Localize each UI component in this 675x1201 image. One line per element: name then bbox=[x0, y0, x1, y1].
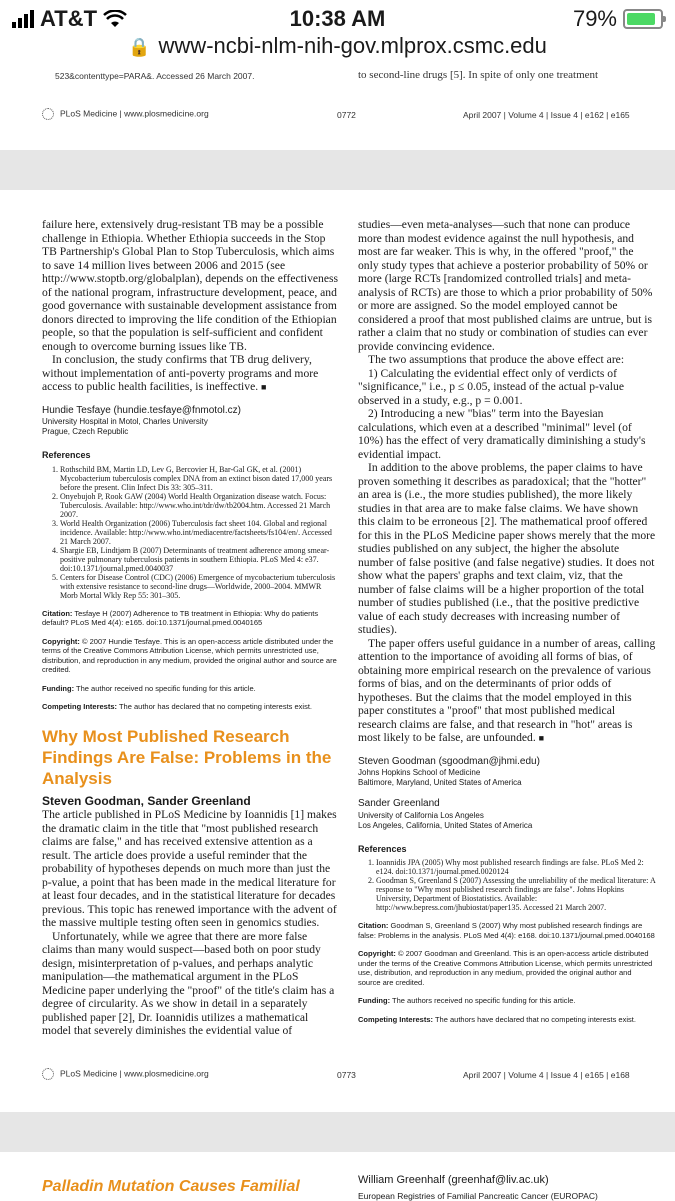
right-paragraph: 2) Introducing a new "bias" term into the Bayesian calculations, which even at a described "minimal" level (of 10%) has the effect of very dramatically diminishing a study's evidential impact. bbox=[358, 407, 646, 461]
prev-footer-issue: April 2007 | Volume 4 | Issue 4 | e162 | e165 bbox=[463, 110, 630, 120]
left-paragraph: failure here, extensively drug-resistant TB may be a possible challenge in Ethiopia. Whether Ethiopia succeeds in the Stop TB Partnership's Global Plan to Stop Tuberculosis, which aims to save 14 million lives between 2006 and 2015 (see http://www.stoptb.org/globalplan), depends on the effectiveness of the national program, infrastructure development, peace, and good governance with sustainable development assistance from donors directed to improving the life condition of the Ethiopian people, so that the population is self-sufficient and confident enough to overcome burning issues like TB. bbox=[42, 218, 339, 353]
right-paragraph: 1) Calculating the evidential effect only of verdicts of "significance," i.e., p ≤ 0.05, instead of the actual p-value observed in a study, e.g., p = 0.001. bbox=[358, 366, 624, 407]
footer-page: 0773 bbox=[337, 1070, 356, 1080]
competing-interests: Competing Interests: The author has declared that no competing interests exist. bbox=[42, 702, 312, 711]
affiliation: University of California Los Angeles bbox=[358, 810, 484, 820]
page-gap bbox=[0, 150, 675, 190]
url-text: www-ncbi-nlm-nih-gov.mlprox.csmc.edu bbox=[158, 33, 547, 58]
reference-item: 2. Goodman S, Greenland S (2007) Assessing the unreliability of the medical literature: A response to "Why most published research findings are false". Johns Hopkins University, Department of Biostatistics. Available: http://www.bepress.com/jhubiostat/paper135. Accessed 21 March 2007. bbox=[376, 876, 656, 912]
left-paragraph: Unfortunately, while we agree that there are more false claims than many would suspect—based both on poor study design, misinterpretation of p-values, and perhaps analytic manipulation—the mathematical argument in the PLoS Medicine paper underlying the "proof" of the title's claim has a degree of circularity. As we show in detail in a separately published paper [2], Dr. Ioannidis utilizes a mathematical model that severely diminishes the evidential value of bbox=[42, 929, 335, 1037]
battery-icon bbox=[623, 9, 663, 29]
reference-item: 4. Shargie EB, Lindtjørn B (2007) Determinants of treatment adherence among smear-positive pulmonary tuberculosis patients in southern Ethiopia. PLoS Med 4: e37. doi:10.1371/journal.pmed.0040037 bbox=[60, 546, 340, 573]
copyright: Copyright: © 2007 Goodman and Greenland. This is an open-access article distributed under the terms of the Creative Commons Attribution License, which permits unrestricted use, distribution, and reproduction in any medium, provided the original author and source are credited. bbox=[358, 949, 653, 987]
prev-footer-journal: PLoS Medicine | www.plosmedicine.org bbox=[42, 108, 209, 120]
affiliation: Prague, Czech Republic bbox=[42, 427, 129, 436]
references-list bbox=[42, 465, 340, 600]
article-title: Why Most Published Research Findings Are False: Problems in the Analysis bbox=[42, 726, 332, 788]
affiliation: Baltimore, Maryland, United States of America bbox=[358, 778, 522, 787]
citation: Citation: Tesfaye H (2007) Adherence to TB treatment in Ethiopia: Why do patients default? PLoS Med 4(4): e165. doi:10.1371/journal.pmed.0040165 bbox=[42, 608, 319, 627]
affiliation: Johns Hopkins School of Medicine bbox=[358, 768, 481, 777]
reference-item: 3. World Health Organization (2006) Tuberculosis fact sheet 104. Global and regional incidence. Available: http://www.who.int/mediacentre/factsheets/fs104/en/. Accessed 21 March 2007. bbox=[60, 519, 340, 546]
author-name: Hundie Tesfaye (hundie.tesfaye@fnmotol.cz) bbox=[42, 404, 241, 416]
reference-item: 2. Onyebujoh P, Rook GAW (2004) World Health Organization disease watch. Focus: Tuberculosis. Available: http://www.who.int/tdr/dw/tb2004.htm. Accessed 21 March 2007. bbox=[60, 492, 340, 519]
reference-item: 1. Rothschild BM, Martin LD, Lev G, Bercovier H, Bar-Gal GK, et al. (2001) Mycobacterium tuberculosis complex DNA from an extinct bison dated 17,000 years before the present. Clin Infect Dis 33: 305–311. bbox=[60, 465, 340, 492]
plos-logo-icon bbox=[42, 1068, 54, 1080]
author-name: Sander Greenland bbox=[358, 798, 440, 809]
references-title: References bbox=[42, 450, 91, 460]
carrier-name: AT&T bbox=[40, 6, 98, 31]
prev-footer-page: 0772 bbox=[337, 110, 356, 120]
references-list bbox=[358, 858, 656, 912]
citation: Citation: Goodman S, Greenland S (2007) Why most published research findings are false: Problems in the analysis. PLoS Med 4(4): e168. doi:10.1371/journal.pmed.0040168 bbox=[358, 921, 655, 940]
right-paragraph: The two assumptions that produce the above effect are: bbox=[368, 353, 625, 366]
url-bar[interactable] bbox=[0, 33, 675, 63]
footer-issue: April 2007 | Volume 4 | Issue 4 | e165 | e168 bbox=[463, 1070, 630, 1080]
prev-right-line: to second-line drugs [5]. In spite of only one treatment bbox=[358, 69, 599, 81]
right-column bbox=[358, 218, 656, 1024]
right-paragraph: The paper offers useful guidance in a number of areas, calling attention to the importance of avoiding all forms of bias, of obtaining more empirical research on the prevalence of various forms of bias, and on the determinants of prior odds of hypotheses. But the claims that the model employed in this paper constitutes a "proof" that most published medical research claims are false, and that research in "hot" areas is most likely to be false, are unfounded. ■ bbox=[358, 636, 656, 744]
battery-indicator bbox=[573, 6, 663, 32]
right-paragraph: studies—even meta-analyses—such that none can produce more than modest evidence against the null hypothesis, and most are far weaker. This is why, in the offered "proof," the only study types that achieve a posterior probability of 50% or more (large RCTs [randomized controlled trials] and meta-analysis of RCTs) are those to which a prior probability of 50% or more are assigned. So the model employed cannot be considered a proof that most published claims are untrue, but is rather a claim that no study or combination of studies can ever provide convincing evidence. bbox=[358, 218, 653, 353]
next-affiliation: European Registries of Familial Pancreatic Cancer (EUROPAC) bbox=[358, 1191, 598, 1201]
references-title: References bbox=[358, 843, 407, 854]
battery-percent: 79% bbox=[572, 6, 617, 31]
left-paragraph: The article published in PLoS Medicine by Ioannidis [1] makes the dramatic claim in the title that "most published research claims are false," and has received extensive attention as a result. The article does provide a useful reminder that the probability of hypotheses depends on much more than just the p-value, a point that has been made in the medical literature for at least four decades, and in the statistical literature for decades previous. This topic has renewed importance with the advent of the massive multiple testing often seen in genomics studies. bbox=[42, 808, 337, 929]
plos-logo-icon bbox=[42, 108, 54, 120]
right-paragraph: In addition to the above problems, the paper claims to have proven something it describes as paradoxical; that the "hotter" an area is (i.e., the more studies published), the more likely studies in that area are to make false claims. We have shown this claim to be erroneous [2]. The mathematical proof offered for this in the PLoS Medicine paper shows merely that the more studies published on any subject, the higher the absolute number of false positive (and false negative) studies. It does not show what the papers' graphs and text claim, viz, that the number of false claims will be a higher proportion of the total number of studies published (i.e., that the positive predictive value of each study decreases with increasing number of studies). bbox=[358, 461, 656, 636]
author-name: Steven Goodman (sgoodman@jhmi.edu) bbox=[358, 755, 540, 767]
left-paragraph: In conclusion, the study confirms that TB drug delivery, without implementation of anti-poverty programs and more access to public health facilities, is ineffective. ■ bbox=[42, 353, 319, 393]
affiliation: University Hospital in Motol, Charles University bbox=[42, 417, 208, 426]
reference-item: 5. Centers for Disease Control (CDC) (2006) Emergence of mycobacterium tuberculosis with extensive resistance to second-line drugs—Worldwide, 2000–2004. MMWR Morb Mortal Wkly Rep 55: 301–305. bbox=[60, 573, 340, 600]
affiliation: Los Angeles, California, United States of America bbox=[358, 820, 533, 830]
copyright: Copyright: © 2007 Hundie Tesfaye. This is an open-access article distributed under the terms of the Creative Commons Attribution License, which permits unrestricted use, distribution, and reproduction in any medium, provided the original author and source are credited. bbox=[42, 636, 337, 674]
reference-item: 1. Ioannidis JPA (2005) Why most published research findings are false. PLoS Med 2: e124. doi:10.1371/journal.pmed.0020124 bbox=[376, 858, 656, 876]
clock: 10:38 AM bbox=[289, 6, 386, 31]
next-article-title: Palladin Mutation Causes Familial bbox=[42, 1178, 300, 1195]
lock-icon: 🔒 bbox=[128, 37, 151, 57]
funding: Funding: The author received no specific funding for this article. bbox=[42, 683, 256, 693]
article-byline: Steven Goodman, Sander Greenland bbox=[42, 793, 251, 808]
competing-interests: Competing Interests: The authors have declared that no competing interests exist. bbox=[358, 1014, 636, 1024]
prev-left-line: 523&contenttype=PARA&. Accessed 26 March 2007. bbox=[55, 71, 255, 81]
footer-journal: PLoS Medicine | www.plosmedicine.org bbox=[42, 1068, 209, 1080]
next-author: William Greenhalf (greenhaf@liv.ac.uk) bbox=[358, 1174, 549, 1186]
funding: Funding: The authors received no specific funding for this article. bbox=[358, 996, 576, 1005]
page-gap bbox=[0, 1112, 675, 1152]
left-column bbox=[42, 218, 340, 1038]
